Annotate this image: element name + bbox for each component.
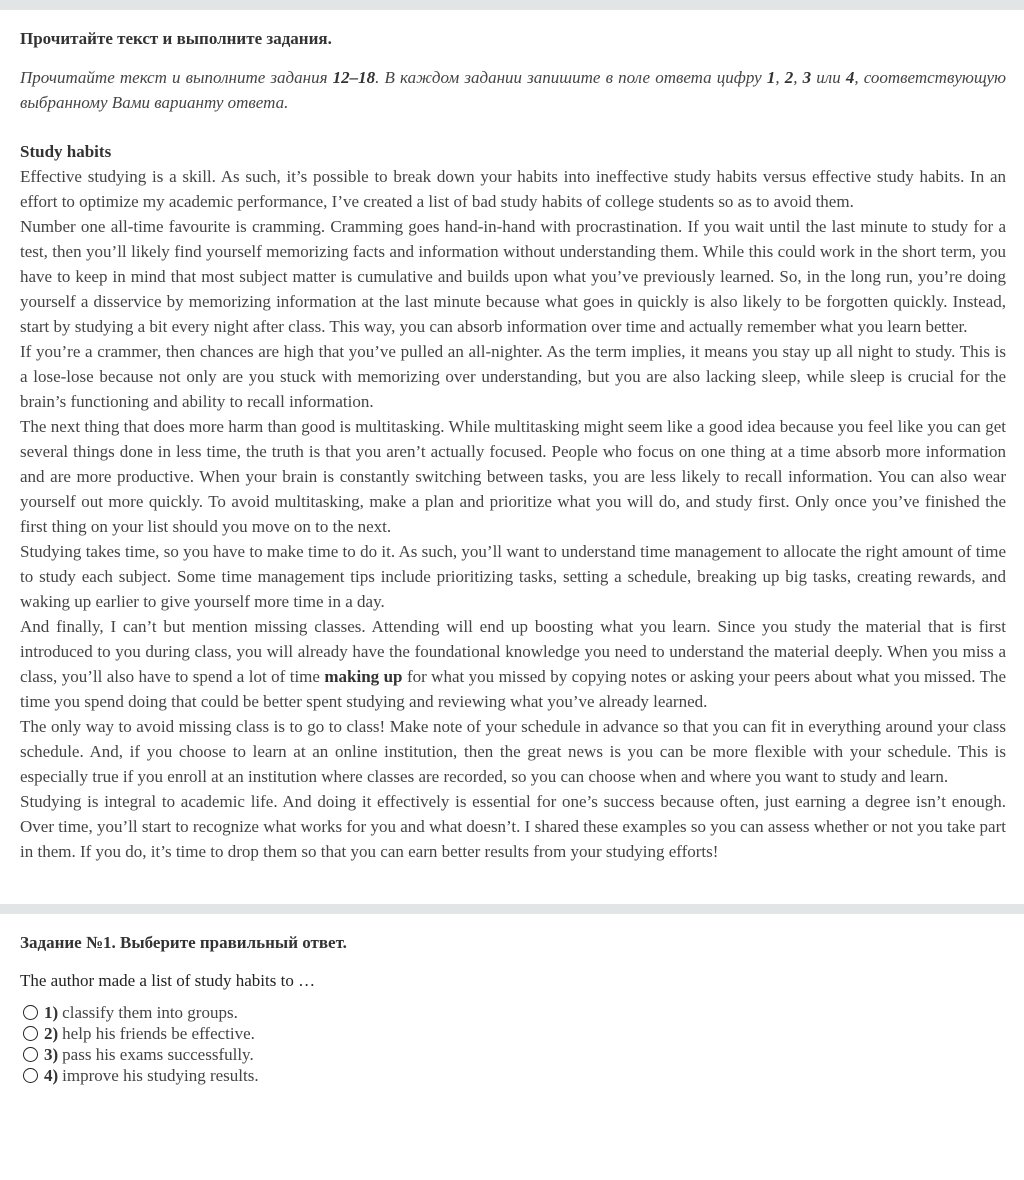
paragraph-text: for what you missed by copying notes or asking your peers about what you missed. The time you spend doing that could be better spent studying and reviewing what you’ve already learned.	[20, 667, 1007, 711]
highlighted-phrase: making up	[324, 667, 403, 686]
article-paragraph: The only way to avoid missing class is to go to class! Make note of your schedule in advance so that you can fit in everything around your class schedule. And, if you choose to learn at an online institution, then the great news is you can be more flexible with your schedule. This is especially true if you enroll at an institution where classes are recorded, so you can choose when and where you want to study and learn.	[20, 717, 1006, 786]
answer-option-2[interactable]	[20, 1023, 1006, 1044]
instruction-part: 4	[845, 68, 855, 87]
instruction-part: , соответствующую выбранному Вами варианту ответа.	[20, 68, 1007, 112]
article-body	[20, 164, 1006, 864]
option-number: 2)	[44, 1024, 59, 1043]
instruction-part: или	[811, 68, 846, 87]
instruction-part: 12–18	[332, 68, 376, 87]
instruction-part: . В каждом задании запишите в поле ответа цифру	[375, 68, 767, 87]
option-number: 1)	[44, 1003, 59, 1022]
article-title: Study habits	[20, 142, 112, 161]
instruction-part: ,	[775, 68, 785, 87]
article-paragraph: Studying takes time, so you have to make time to do it. As such, you’ll want to understand time management to allocate the right amount of time to study each subject. Some time management tips include prioritizing tasks, setting a schedule, breaking up big tasks, creating rewards, and waking up earlier to give yourself more time in a day.	[20, 542, 1006, 611]
radio-button[interactable]	[23, 1047, 38, 1062]
paragraph-text: And finally, I can’t but mention missing classes. Attending will end up boosting what you learn. Since you study the material that is first introduced to you during class, you will already have the foundational knowledge you need to understand the material deeply. When you miss a class, you’ll also have to spend a lot of time	[20, 617, 1006, 686]
option-text: improve his studying results.	[62, 1066, 259, 1085]
article-paragraph: Effective studying is a skill. As such, it’s possible to break down your habits into ineffective study habits versus effective study habits. In an effort to optimize my academic performance, I’ve created a list of bad study habits of college students so as to avoid them.	[20, 167, 1006, 211]
task-heading: Задание №1. Выберите правильный ответ.	[20, 933, 347, 952]
instruction-part: Прочитайте текст и выполните задания	[20, 68, 333, 87]
instruction-part: 1	[766, 68, 776, 87]
answer-option-3[interactable]	[20, 1044, 1006, 1065]
page-title: Прочитайте текст и выполните задания.	[20, 29, 332, 48]
option-number: 4)	[44, 1066, 59, 1085]
article-paragraph: Studying is integral to academic life. And doing it effectively is essential for one’s success because often, just earning a degree isn’t enough. Over time, you’ll start to recognize what works for you and what doesn’t. I shared these examples so you can assess whether or not you take part in them. If you do, it’s time to drop them so that you can earn better results from your studying efforts!	[20, 792, 1006, 861]
task-section	[0, 932, 1024, 1086]
section-divider	[0, 904, 1024, 914]
option-text: pass his exams successfully.	[62, 1045, 254, 1064]
instruction-part: 3	[802, 68, 812, 87]
answer-option-4[interactable]	[20, 1065, 1006, 1086]
task-question: The author made a list of study habits to …	[20, 971, 316, 990]
article-paragraph	[20, 614, 1006, 714]
answer-options	[20, 1002, 1006, 1086]
answer-option-1[interactable]	[20, 1002, 1006, 1023]
top-divider-bar	[0, 0, 1024, 10]
instruction-part: ,	[793, 68, 803, 87]
option-text: classify them into groups.	[62, 1003, 238, 1022]
radio-button[interactable]	[23, 1005, 38, 1020]
instructions-text	[20, 65, 1006, 115]
article-paragraph: If you’re a crammer, then chances are high that you’ve pulled an all-nighter. As the term implies, it means you stay up all night to study. This is a lose-lose because not only are you stuck with memorizing over understanding, but you are also lacking sleep, while sleep is crucial for the brain’s functioning and ability to recall information.	[20, 342, 1006, 411]
radio-button[interactable]	[23, 1068, 38, 1083]
reading-section	[0, 10, 1024, 864]
option-text: help his friends be effective.	[62, 1024, 255, 1043]
article-paragraph: Number one all-time favourite is cramming. Cramming goes hand-in-hand with procrastination. If you wait until the last minute to study for a test, then you’ll likely find yourself memorizing facts and information without understanding them. While this could work in the short term, you have to keep in mind that most subject matter is cumulative and builds upon what you’ve previously learned. So, in the long run, you’re doing yourself a disservice by memorizing information at the last minute because what goes in quickly is also likely to be forgotten quickly. Instead, start by studying a bit every night after class. This way, you can absorb information over time and actually remember what you learn better.	[20, 217, 1006, 336]
article-paragraph: The next thing that does more harm than good is multitasking. While multitasking might seem like a good idea because you feel like you can get several things done in less time, the truth is that you aren’t actually focused. People who focus on one thing at a time absorb more information and are more productive. When your brain is constantly switching between tasks, you are less likely to recall information. You can also wear yourself out more quickly. To avoid multitasking, make a plan and prioritize what you will do, and study first. Only once you’ve finished the first thing on your list should you move on to the next.	[20, 417, 1006, 536]
radio-button[interactable]	[23, 1026, 38, 1041]
instruction-part: 2	[784, 68, 794, 87]
option-number: 3)	[44, 1045, 59, 1064]
